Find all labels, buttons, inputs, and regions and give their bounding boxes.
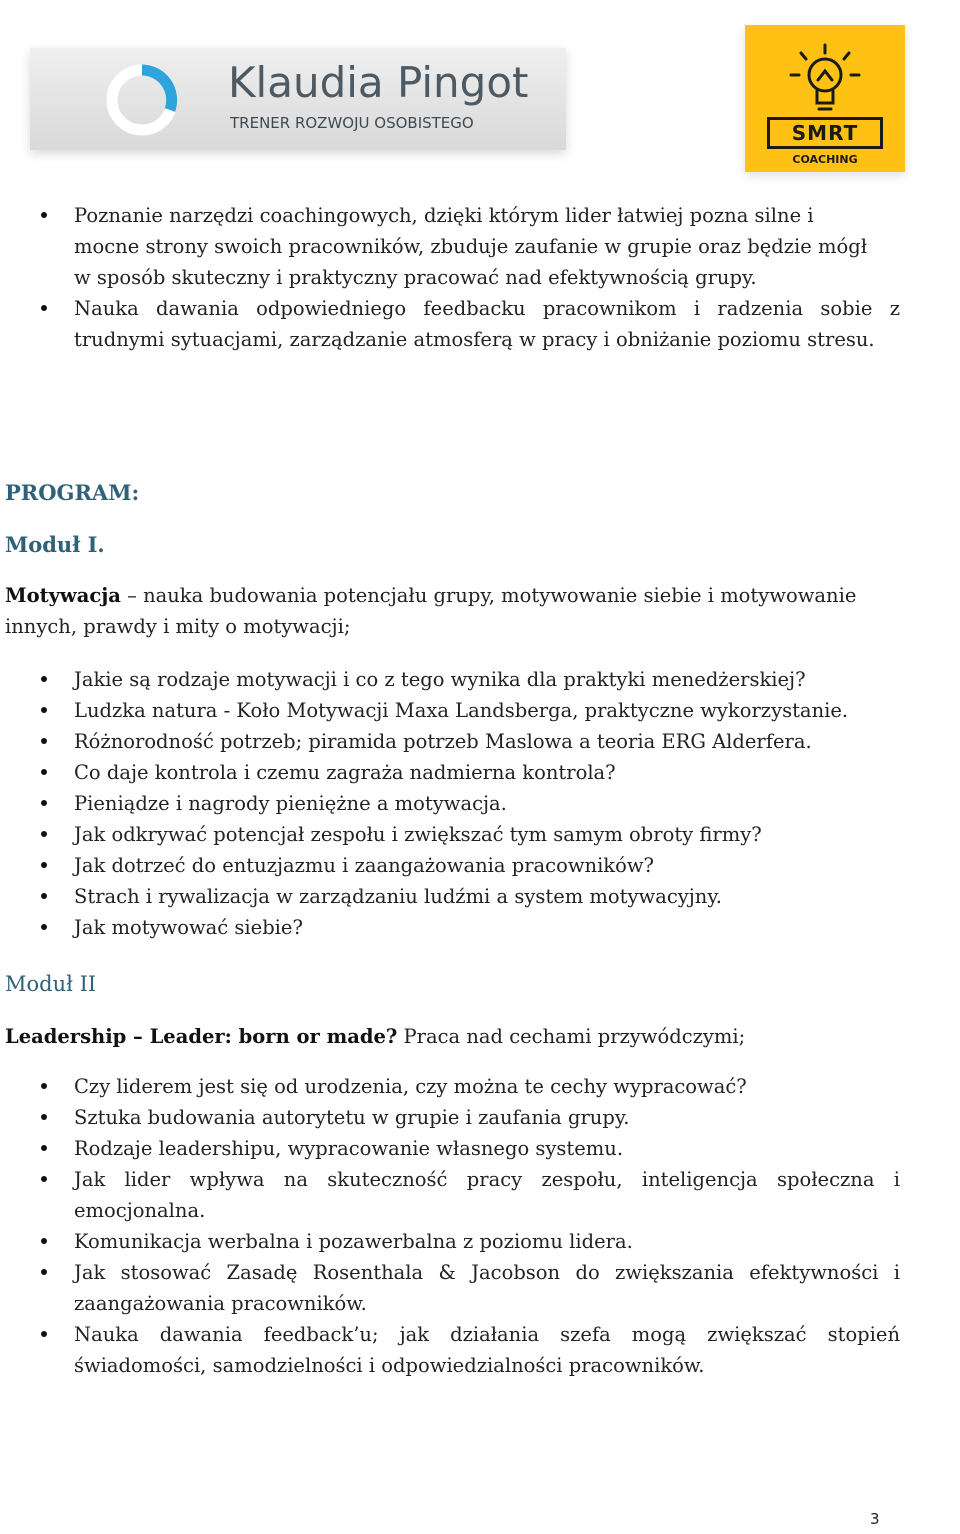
smrt-wordmark: SMRT: [767, 117, 883, 149]
list-item: Co daje kontrola i czemu zagraża nadmierna kontrola?: [0, 757, 900, 788]
list-item: Jak motywować siebie?: [0, 912, 900, 943]
list-item: Nauka dawania odpowiedniego feedbacku pracownikom i radzenia sobie z trudnymi sytuacjami, zarządzanie atmosferą w pracy i obniżanie poziomu stresu.: [0, 293, 900, 355]
module-1-title-rest: – nauka budowania potencjału grupy, motywowanie siebie i motywowanie innych, prawdy i mity o motywacji;: [5, 584, 857, 638]
list-item: Jakie są rodzaje motywacji i co z tego wynika dla praktyki menedżerskiej?: [0, 664, 900, 695]
module-2-bullet-list: [0, 1071, 900, 1381]
list-item: Jak odkrywać potencjał zespołu i zwiększać tym samym obroty firmy?: [0, 819, 900, 850]
intro-bullet-list: [0, 200, 900, 355]
lightbulb-icon: [745, 25, 905, 120]
list-item: Komunikacja werbalna i pozawerbalna z poziomu lidera.: [0, 1226, 900, 1257]
list-item: Pieniądze i nagrody pieniężne a motywacja.: [0, 788, 900, 819]
list-item: Ludzka natura - Koło Motywacji Maxa Landsberga, praktyczne wykorzystanie.: [0, 695, 900, 726]
brand-tagline: TRENER ROZWOJU OSOBISTEGO: [230, 114, 474, 132]
program-heading: PROGRAM:: [5, 480, 140, 505]
page-number: 3: [870, 1510, 880, 1528]
klaudia-pingot-logo: [30, 48, 566, 150]
module-2-heading: Moduł II: [5, 972, 97, 996]
list-item: Czy liderem jest się od urodzenia, czy można te cechy wypracować?: [0, 1071, 900, 1102]
list-item: Sztuka budowania autorytetu w grupie i zaufania grupy.: [0, 1102, 900, 1133]
brand-ring-icon: [102, 60, 182, 140]
module-1-title: [5, 580, 885, 642]
list-item: Strach i rywalizacja w zarządzaniu ludźmi a system motywacyjny.: [0, 881, 900, 912]
coaching-wordmark: COACHING: [792, 153, 858, 166]
brand-name: Klaudia Pingot: [228, 58, 529, 107]
list-item: Różnorodność potrzeb; piramida potrzeb Maslowa a teoria ERG Alderfera.: [0, 726, 900, 757]
module-2-title: [5, 1021, 885, 1052]
list-item: Jak dotrzeć do entuzjazmu i zaangażowania pracowników?: [0, 850, 900, 881]
list-item: Rodzaje leadershipu, wypracowanie własnego systemu.: [0, 1133, 900, 1164]
list-item: Poznanie narzędzi coachingowych, dzięki którym lider łatwiej pozna silne i mocne strony swoich pracowników, zbuduje zaufanie w grupie oraz będzie mógł w sposób skuteczny i praktyczny pracować nad efektywnością grupy.: [0, 200, 900, 293]
module-2-title-bold: Leadership – Leader: born or made?: [5, 1025, 398, 1048]
module-1-bullet-list: [0, 664, 900, 943]
list-item: Jak stosować Zasadę Rosenthala & Jacobson do zwiększania efektywności i zaangażowania pracowników.: [0, 1257, 900, 1319]
list-item: Jak lider wpływa na skuteczność pracy zespołu, inteligencja społeczna i emocjonalna.: [0, 1164, 900, 1226]
module-1-heading: Moduł I.: [5, 532, 105, 557]
smrt-coaching-logo: [745, 25, 905, 172]
module-1-title-bold: Motywacja: [5, 584, 121, 607]
module-2-title-rest: Praca nad cechami przywódczymi;: [397, 1025, 746, 1048]
list-item: Nauka dawania feedback’u; jak działania szefa mogą zwiększać stopień świadomości, samodzielności i odpowiedzialności pracowników.: [0, 1319, 900, 1381]
